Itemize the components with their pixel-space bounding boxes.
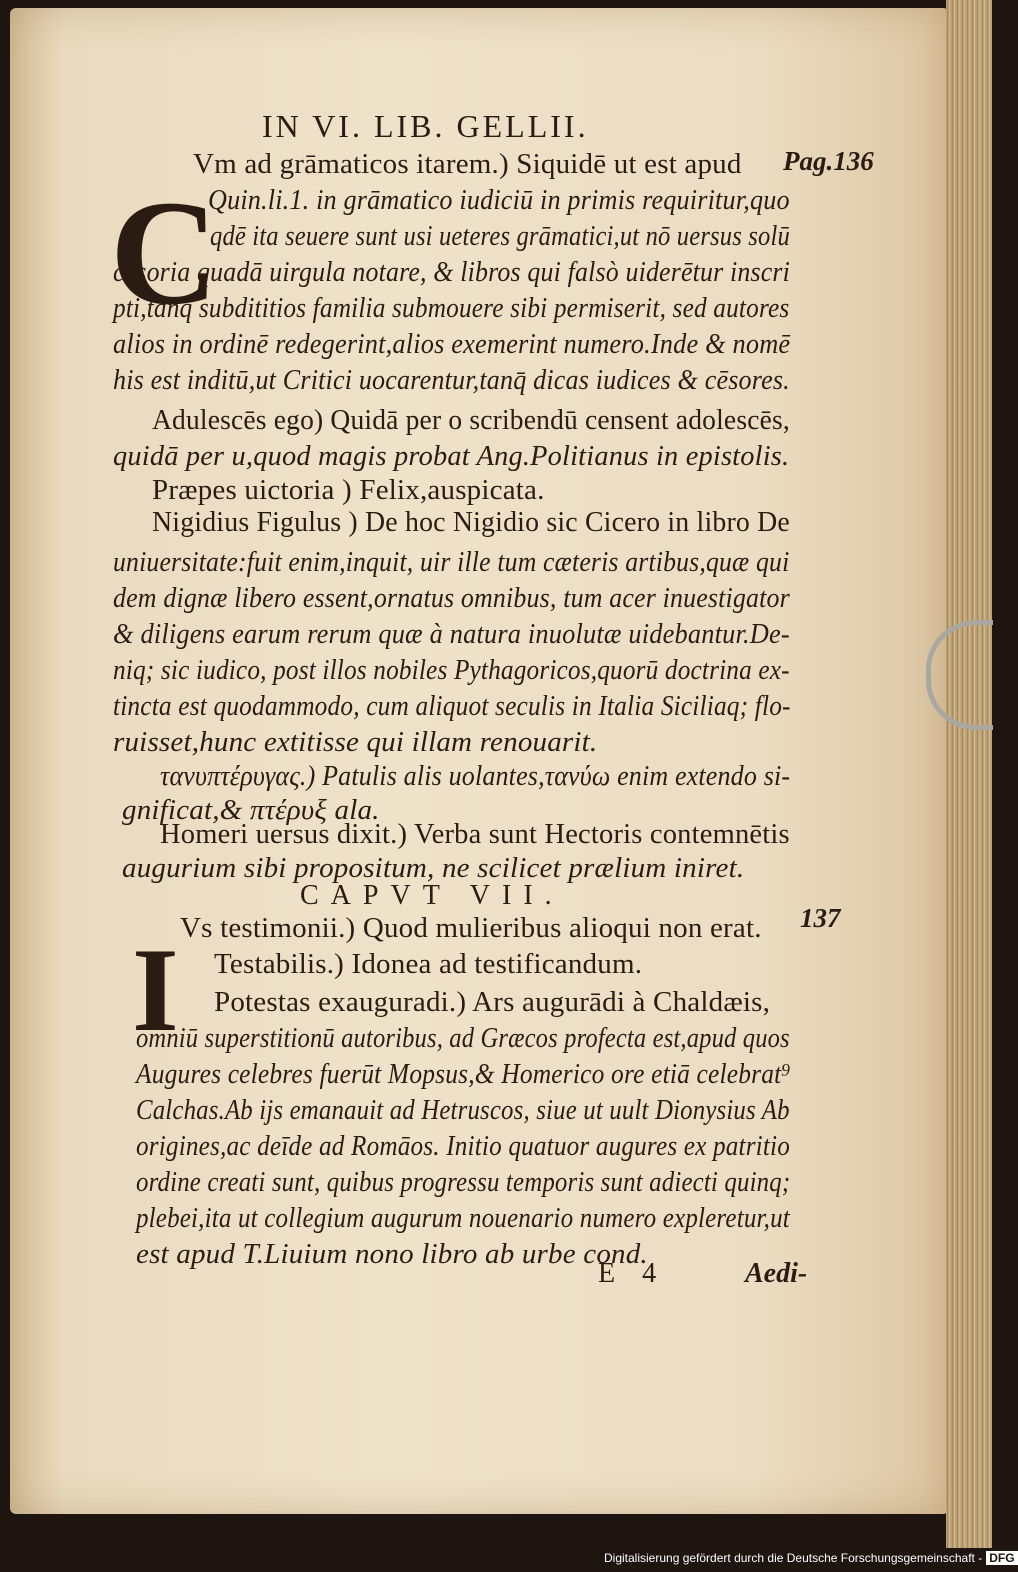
text-line: uniuersitate:fuit enim,inquit, uir ille tum cæteris artibus,quæ qui — [113, 546, 790, 578]
text-line: Potestas exauguradi.) Ars augurādi à Chaldæis, — [214, 986, 771, 1018]
text-line: & diligens earum rerum quæ à natura inuolutæ uidebantur.De- — [113, 618, 790, 650]
text-line: Nigidius Figulus ) De hoc Nigidio sic Cicero in libro De — [152, 506, 790, 538]
text-line: pti,tanq̄ subdititios familia submouere sibi permiserit, sed autores — [113, 292, 790, 324]
page-reference-top: Pag.136 — [783, 146, 874, 176]
text-line: Homeri uersus dixit.) Verba sunt Hectoris contemnētis — [160, 818, 790, 850]
text-line: τανυπτέρυγας.) Patulis alis uolantes,τανύω enim extendo si- — [160, 760, 791, 792]
text-line: Calchas.Ab ijs emanauit ad Hetruscos, siue ut uult Dionysius Ab — [136, 1094, 790, 1126]
text-line: Quin.li.1. in grāmatico iudiciū in primis requiritur,quo — [208, 184, 790, 216]
text-line: plebei,ita ut collegium augurum nouenario numero expleretur,ut — [136, 1202, 790, 1234]
text-line: ruisset,hunc extitisse qui illam renouarit. — [113, 726, 598, 758]
text-line: origines,ac deīde ad Romāos. Initio quatuor augures ex patritio — [136, 1130, 790, 1162]
text-line: est apud T.Liuium nono libro ab urbe cond. — [136, 1238, 648, 1270]
initial-letter-i: I — [132, 923, 179, 1056]
catchword: Aedi- — [745, 1258, 808, 1289]
text-line: augurium sibi propositum, ne scilicet prælium iniret. — [122, 852, 745, 884]
text-line: Adulescēs ego) Quidā per o scribendū censent adolescēs, — [152, 404, 790, 436]
text-line: Testabilis.) Idonea ad testificandum. — [214, 948, 643, 980]
text-line: quidā per u,quod magis probat Ang.Politianus in epistolis. — [113, 440, 790, 472]
text-line: gnificat,& πτέρυξ ala. — [122, 794, 380, 826]
text-line: his est inditū,ut Critici uocarentur,tanq̄ dicas iudices & cēsores. — [113, 364, 790, 396]
page-edges — [946, 0, 992, 1548]
digitization-credit — [604, 1551, 1018, 1565]
text-line: Vs testimonii.) Quod mulieribus alioqui non erat. — [180, 912, 762, 944]
signature-mark: E 4 — [598, 1258, 667, 1289]
text-line: niq; sic iudico, post illos nobiles Pythagoricos,quorū doctrina ex- — [113, 654, 790, 686]
text-line: Præpes uictoria ) Felix,auspicata. — [152, 474, 545, 506]
chapter-heading: CAPVT VII. — [300, 880, 564, 911]
text-line: alios in ordinē redegerint,alios exemerint numero.Inde & nomē — [113, 328, 791, 360]
text-line: ordine creati sunt, quibus progressu temporis sunt adiecti quinq; — [136, 1166, 791, 1198]
text-line: cēsoria quadā uirgula notare, & libros qui falsò uiderētur inscri — [113, 256, 790, 288]
text-line: Vm ad grāmaticos itarem.) Siquidē ut est apud — [193, 148, 742, 180]
page-reference-mid: 137 — [800, 903, 841, 933]
initial-letter-c: C — [110, 170, 219, 336]
text-line: Augures celebres fuerūt Mopsus,& Homerico ore etiā celebrat⁹ — [136, 1058, 791, 1090]
dfg-logo: DFG — [986, 1551, 1017, 1565]
running-title: IN VI. LIB. GELLII. — [262, 108, 589, 144]
text-line: tincta est quodammodo, cum aliquot seculis in Italia Siciliaq; flo- — [113, 690, 791, 722]
text-line: omniū superstitionū autoribus, ad Græcos profecta est,apud quos — [136, 1022, 790, 1054]
text-line: qdē ita seuere sunt usi ueteres grāmatici,ut nō uersus solū — [210, 220, 790, 252]
text-line: dem dignæ libero essent,ornatus omnibus, tum acer inuestigator — [113, 582, 790, 614]
credit-text: Digitalisierung gefördert durch die Deutsche Forschungsgemeinschaft - — [604, 1551, 983, 1565]
